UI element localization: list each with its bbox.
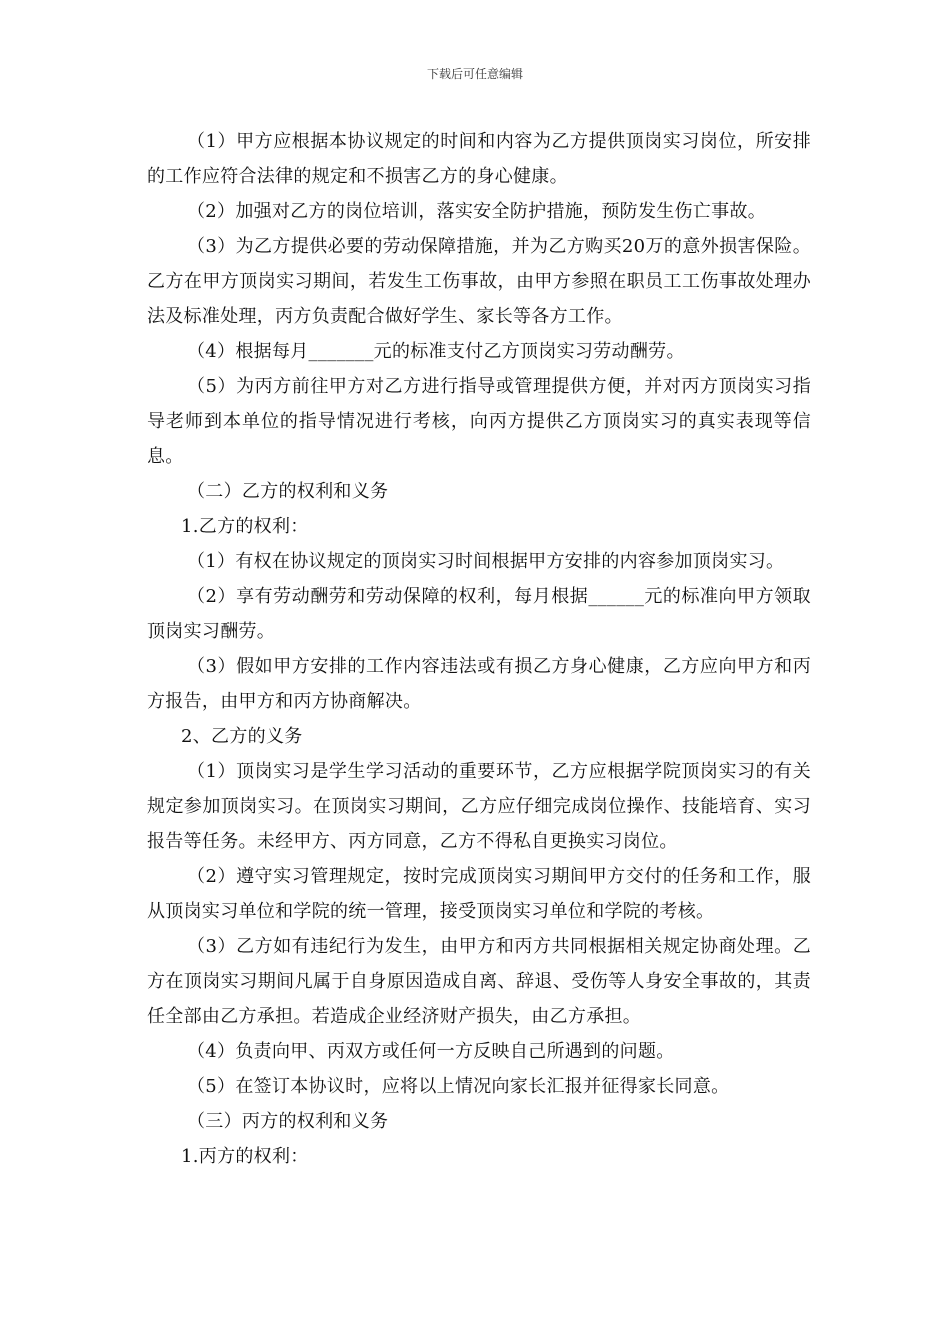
paragraph-party-b-duty-5: （5）在签订本协议时，应将以上情况向家长汇报并征得家长同意。 [187, 1076, 730, 1097]
section-heading-party-c: （三）丙方的权利和义务 [187, 1111, 389, 1132]
document-body [147, 124, 811, 1174]
subheading-party-c-rights: 1.丙方的权利： [181, 1146, 309, 1167]
paragraph-party-b-right-3: （3）假如甲方安排的工作内容违法或有损乙方身心健康，乙方应向甲方和丙方报告，由甲方和丙方协商解决。 [147, 656, 811, 712]
paragraph-party-b-duty-1: （1）顶岗实习是学生学习活动的重要环节，乙方应根据学院顶岗实习的有关规定参加顶岗实习。在顶岗实习期间，乙方应仔细完成岗位操作、技能培育、实习报告等任务。未经甲方、丙方同意，乙方不得私自更换实习岗位。 [147, 761, 811, 852]
paragraph-party-a-duty-5: （5）为丙方前往甲方对乙方进行指导或管理提供方便，并对丙方顶岗实习指导老师到本单位的指导情况进行考核，向丙方提供乙方顶岗实习的真实表现等信息。 [147, 376, 811, 467]
paragraph-party-b-duty-4: （4）负责向甲、丙双方或任何一方反映自己所遇到的问题。 [187, 1041, 675, 1062]
paragraph-party-a-duty-3: （3）为乙方提供必要的劳动保障措施，并为乙方购买20万的意外损害保险。乙方在甲方顶岗实习期间，若发生工伤事故，由甲方参照在职员工工伤事故处理办法及标准处理，丙方负责配合做好学生、家长等各方工作。 [147, 236, 811, 327]
paragraph-party-b-duty-2: （2）遵守实习管理规定，按时完成顶岗实习期间甲方交付的任务和工作，服从顶岗实习单位和学院的统一管理，接受顶岗实习单位和学院的考核。 [147, 866, 811, 922]
subheading-party-b-rights: 1.乙方的权利： [181, 516, 309, 537]
subheading-party-b-duties: 2、乙方的义务 [181, 726, 303, 747]
paragraph-party-b-duty-3: （3）乙方如有违纪行为发生，由甲方和丙方共同根据相关规定协商处理。乙方在顶岗实习期间凡属于自身原因造成自离、辞退、受伤等人身安全事故的，其责任全部由乙方承担。若造成企业经济财产损失，由乙方承担。 [147, 936, 811, 1027]
paragraph-party-b-right-1: （1）有权在协议规定的顶岗实习时间根据甲方安排的内容参加顶岗实习。 [187, 551, 785, 572]
section-heading-party-b: （二）乙方的权利和义务 [187, 481, 389, 502]
page-header: 下载后可任意编辑 [426, 67, 523, 81]
paragraph-party-a-duty-4: （4）根据每月_______元的标准支付乙方顶岗实习劳动酬劳。 [187, 341, 685, 362]
paragraph-party-b-right-2: （2）享有劳动酬劳和劳动保障的权利，每月根据______元的标准向甲方领取顶岗实习酬劳。 [147, 586, 811, 642]
paragraph-party-a-duty-1: （1）甲方应根据本协议规定的时间和内容为乙方提供顶岗实习岗位，所安排的工作应符合法律的规定和不损害乙方的身心健康。 [147, 131, 811, 187]
paragraph-party-a-duty-2: （2）加强对乙方的岗位培训，落实安全防护措施，预防发生伤亡事故。 [187, 201, 767, 222]
